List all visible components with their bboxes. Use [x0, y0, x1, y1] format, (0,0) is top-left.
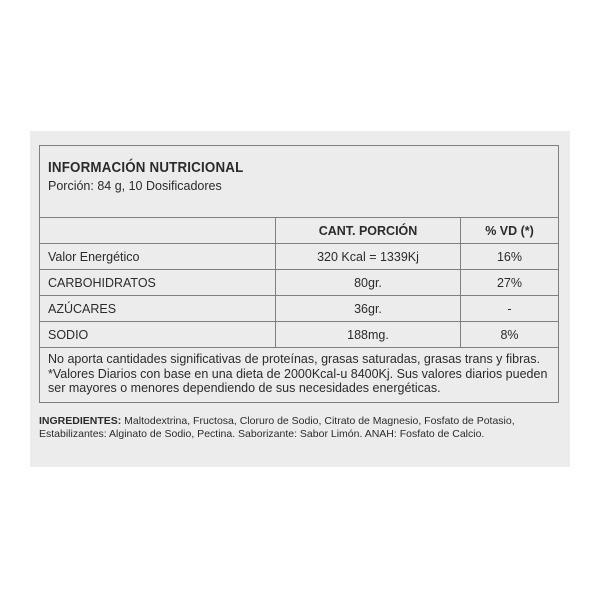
nutrient-dv: 27%: [496, 275, 523, 290]
table-footnote: No aporta cantidades significativas de proteínas, grasas saturadas, grasas trans y fibras. *Valores Diarios con base en una dieta de 2000Kcal-u 8400Kj. Sus valores diarios pueden ser mayores o menores dependiendo de sus necesidades energéticas.: [48, 352, 548, 395]
nutrient-dv: -: [507, 301, 512, 316]
nutrient-amount: 36gr.: [276, 296, 461, 321]
column-header-row: [40, 218, 558, 244]
ingredients-list: Maltodextrina, Fructosa, Cloruro de Sodio, Citrato de Magnesio, Fosfato de Potasio, Estabilizantes: Alginato de Sodio, Pectina. Saborizante: Sabor Limón. ANAH: Fosfato de Calcio.: [39, 415, 515, 440]
nutrient-name: SODIO: [40, 322, 276, 347]
table-header-block: [40, 146, 558, 218]
nutrient-name: AZÚCARES: [40, 296, 276, 321]
nutrient-dv: 16%: [496, 249, 523, 264]
column-header-name: [40, 218, 276, 243]
portion-info: Porción: 84 g, 10 Dosificadores: [48, 179, 222, 193]
table-row: [40, 296, 558, 322]
nutrition-table: [39, 145, 559, 403]
nutrient-name: CARBOHIDRATOS: [40, 270, 276, 295]
nutrient-amount: 188mg.: [276, 322, 461, 347]
nutrition-panel: [30, 131, 570, 467]
nutrient-amount: 80gr.: [276, 270, 461, 295]
nutrient-name: Valor Energético: [40, 244, 276, 269]
table-row: [40, 244, 558, 270]
nutrient-dv: 8%: [500, 327, 519, 342]
ingredients-text: [39, 415, 561, 440]
table-row: [40, 322, 558, 348]
column-header-dv: % VD (*): [485, 223, 534, 238]
ingredients-label: INGREDIENTES:: [39, 415, 122, 427]
table-title: INFORMACIÓN NUTRICIONAL: [48, 160, 244, 176]
table-row: [40, 270, 558, 296]
column-header-amount: CANT. PORCIÓN: [276, 218, 461, 243]
nutrient-amount: 320 Kcal = 1339Kj: [276, 244, 461, 269]
